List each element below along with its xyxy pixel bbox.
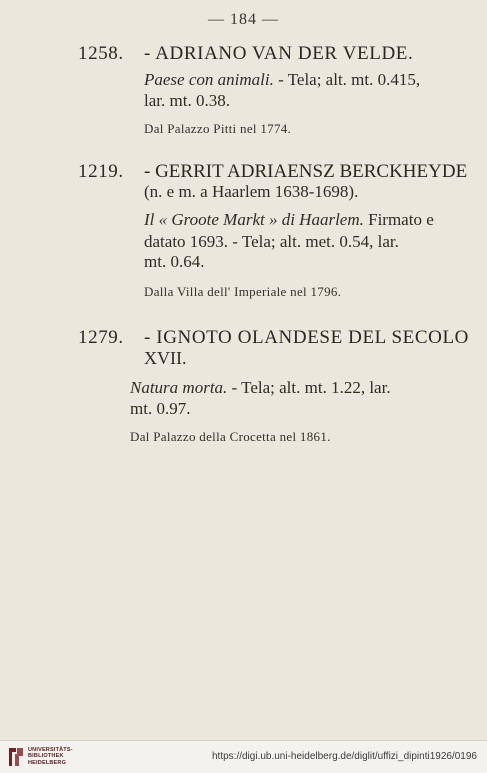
entry-text: datato 1693. - Tela; alt. met. 0.54, lar. bbox=[144, 232, 399, 251]
catalog-entry-1258 bbox=[78, 42, 458, 136]
entry-line bbox=[144, 91, 230, 111]
entry-heading bbox=[78, 326, 469, 349]
entry-text: - Tela; alt. mt. 1.22, lar. bbox=[227, 378, 391, 397]
logo-line: HEIDELBERG bbox=[28, 759, 67, 766]
source-url-link[interactable]: https://digi.ub.uni-heidelberg.de/diglit/uffizi_dipinti1926/0196 bbox=[211, 751, 477, 762]
artwork-title: Natura morta. bbox=[130, 378, 228, 397]
entry-line bbox=[130, 378, 391, 398]
entry-text: mt. 0.64. bbox=[144, 252, 205, 271]
entry-provenance: Dal Palazzo della Crocetta nel 1861. bbox=[130, 429, 331, 444]
entry-artist: - GERRIT ADRIAENSZ BERCKHEYDE bbox=[144, 161, 468, 182]
footer-bar bbox=[0, 740, 487, 773]
library-logo-icon[interactable] bbox=[7, 746, 25, 768]
entry-text: lar. mt. 0.38. bbox=[144, 91, 230, 110]
entry-artist: - ADRIANO VAN DER VELDE. bbox=[144, 43, 414, 64]
entry-provenance: Dalla Villa dell' Imperiale nel 1796. bbox=[144, 284, 342, 299]
artwork-title: Il « Groote Markt » di Haarlem. bbox=[144, 210, 364, 229]
entry-text: Firmato e bbox=[363, 210, 434, 229]
page-number: — 184 — bbox=[208, 11, 279, 28]
entry-line bbox=[144, 70, 420, 90]
catalog-entry-1279 bbox=[78, 326, 469, 444]
entry-number: 1219. bbox=[78, 161, 124, 182]
entry-heading bbox=[78, 160, 468, 183]
entry-line bbox=[144, 232, 399, 252]
entry-line bbox=[144, 348, 187, 368]
entry-number: 1258. bbox=[78, 43, 124, 64]
logo-line: UNIVERSITÄTS- bbox=[28, 747, 73, 753]
catalog-entry-1219 bbox=[78, 160, 468, 299]
entry-text: mt. 0.97. bbox=[130, 399, 191, 418]
library-logo-text bbox=[28, 747, 73, 766]
entry-heading bbox=[78, 42, 458, 65]
entry-line bbox=[144, 210, 434, 230]
entry-number: 1279. bbox=[78, 327, 124, 348]
entry-line bbox=[130, 399, 190, 419]
entry-artist: - IGNOTO OLANDESE DEL SECOLO bbox=[144, 327, 469, 348]
entry-line bbox=[144, 252, 204, 272]
entry-text: (n. e m. a Haarlem 1638-1698). bbox=[144, 182, 359, 201]
artwork-title: Paese con animali. bbox=[144, 70, 274, 89]
entry-line bbox=[144, 182, 358, 202]
logo-line: BIBLIOTHEK bbox=[28, 753, 64, 760]
entry-provenance: Dal Palazzo Pitti nel 1774. bbox=[144, 121, 292, 136]
entry-text: - Tela; alt. mt. 0.415, bbox=[273, 70, 421, 89]
entry-text: XVII. bbox=[144, 348, 187, 368]
